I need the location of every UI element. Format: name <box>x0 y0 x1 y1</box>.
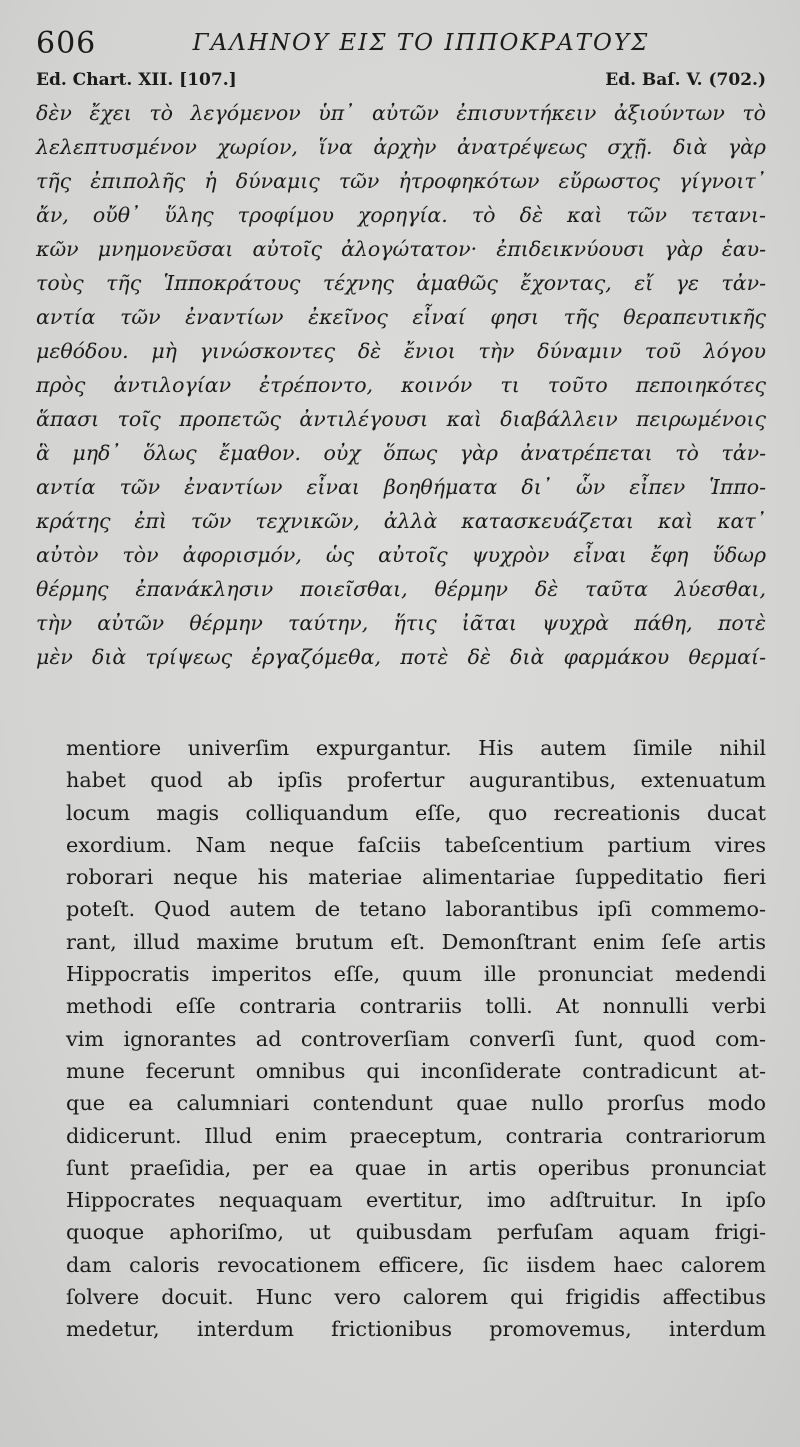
latin-line: ſolvere docuit. Hunc vero calorem qui frigidis affectibus <box>66 1285 766 1310</box>
latin-line: locum magis colliquandum eſſe, quo recreationis ducat <box>66 800 766 825</box>
latin-line: didicerunt. Illud enim praeceptum, contraria contrariorum <box>66 1123 766 1148</box>
latin-line: vim ignorantes ad controverſiam converſi ſunt, quod com- <box>66 1026 766 1051</box>
latin-line: ſunt praeſidia, per ea quae in artis operibus pronunciat <box>66 1155 766 1180</box>
greek-line: κῶν μνημονεῦσαι αὐτοῖς ἀλογώτατον· ἐπιδεικνύουσι γὰρ ἑαυ- <box>36 237 766 261</box>
greek-text-block <box>36 96 766 674</box>
latin-line: poteſt. Quod autem de tetano laborantibus ipſi commemo- <box>66 897 766 922</box>
greek-line: λελεπτυσμένον χωρίον, ἵνα ἀρχὴν ἀνατρέψεως σχῇ. διὰ γὰρ <box>36 135 766 159</box>
edition-basel: Ed. Baſ. V. (702.) <box>605 70 766 90</box>
latin-line: quoque aphoriſmo, ut quibusdam perfuſam aquam frigi- <box>66 1220 766 1245</box>
latin-line: dam caloris revocationem efficere, ſic iisdem haec calorem <box>66 1252 766 1277</box>
greek-line: αντία τῶν ἐναντίων ἐκεῖνος εἶναί φησι τῆς θεραπευτικῆς <box>36 305 766 329</box>
column-separator-space <box>36 674 766 732</box>
greek-line: μεθόδου. μὴ γινώσκοντες δὲ ἔνιοι τὴν δύναμιν τοῦ λόγου <box>36 339 766 363</box>
greek-line: τῆς ἐπιπολῆς ἡ δύναμις τῶν ἠτροφηκότων εὔρωστος γίγνοιτ᾽ <box>36 169 766 193</box>
greek-line: αὐτὸν τὸν ἀφορισμόν, ὡς αὐτοῖς ψυχρὸν εἶναι ἔφη ὕδωρ <box>36 543 766 567</box>
running-title: ΓΑΛΗΝΟΥ ΕΙΣ ΤΟ ΙΠΠΟΚΡΑΤΟΥΣ <box>192 30 650 56</box>
greek-line: τὴν αὐτῶν θέρμην ταύτην, ἥτις ἰᾶται ψυχρὰ πάθη, ποτὲ <box>36 611 766 635</box>
latin-line: habet quod ab ipſis profertur augurantibus, extenuatum <box>66 768 766 793</box>
latin-text-block <box>36 732 766 1346</box>
greek-line: ἅπασι τοῖς προπετῶς ἀντιλέγουσι καὶ διαβάλλειν πειρωμένοις <box>36 407 766 431</box>
latin-line: mune fecerunt omnibus qui inconſiderate contradicunt at- <box>66 1058 766 1083</box>
greek-line: τοὺς τῆς Ἱπποκράτους τέχνης ἀμαθῶς ἔχοντας, εἴ γε τἀν- <box>36 271 766 295</box>
page-header <box>36 24 766 70</box>
greek-line: πρὸς ἀντιλογίαν ἐτρέποντο, κοινόν τι τοῦτο πεποιηκότες <box>36 373 766 397</box>
latin-line: Hippocratis imperitos eſſe, quum ille pronunciat medendi <box>66 962 766 987</box>
greek-line: μὲν διὰ τρίψεως ἐργαζόμεθα, ποτὲ δὲ διὰ φαρμάκου θερμαί- <box>36 645 766 669</box>
latin-line: que ea calumniari contendunt quae nullo prorſus modo <box>66 1091 766 1116</box>
greek-line: κράτης ἐπὶ τῶν τεχνικῶν, ἀλλὰ κατασκευάζεται καὶ κατ᾽ <box>36 509 766 533</box>
latin-line: methodi eſſe contraria contrariis tolli. At nonnulli verbi <box>66 994 766 1019</box>
greek-line: θέρμης ἐπανάκλησιν ποιεῖσθαι, θέρμην δὲ ταῦτα λύεσθαι, <box>36 577 766 601</box>
latin-line: roborari neque his materiae alimentariae ſuppeditatio fieri <box>66 865 766 890</box>
latin-line: medetur, interdum frictionibus promovemus, interdum <box>66 1317 766 1342</box>
greek-line: ἃ μηδ᾽ ὅλως ἔμαθον. οὐχ ὅπως γὰρ ἀνατρέπεται τὸ τἀν- <box>36 441 766 465</box>
latin-line: Hippocrates nequaquam evertitur, imo adſtruitur. In ipſo <box>66 1188 766 1213</box>
latin-line: rant, illud maxime brutum eſt. Demonſtrant enim ſeſe artis <box>66 929 766 954</box>
edition-references <box>36 70 766 96</box>
greek-line: δὲν ἔχει τὸ λεγόμενον ὑπ᾽ αὐτῶν ἐπισυντήκειν ἀξιούντων τὸ <box>36 101 766 125</box>
edition-chartier: Ed. Chart. XII. [107.] <box>36 70 237 90</box>
latin-line: exordium. Nam neque faſciis tabeſcentium partium vires <box>66 832 766 857</box>
greek-line: αντία τῶν ἐναντίων εἶναι βοηθήματα δι᾽ ὧν εἶπεν Ἱππο- <box>36 475 766 499</box>
latin-line: mentiore univerſim expurgantur. His autem ſimile nihil <box>66 736 766 760</box>
greek-line: ἄν, οὔθ᾽ ὕλης τροφίμου χορηγία. τὸ δὲ καὶ τῶν τετανι- <box>36 203 766 227</box>
page-number: 606 <box>36 26 97 61</box>
